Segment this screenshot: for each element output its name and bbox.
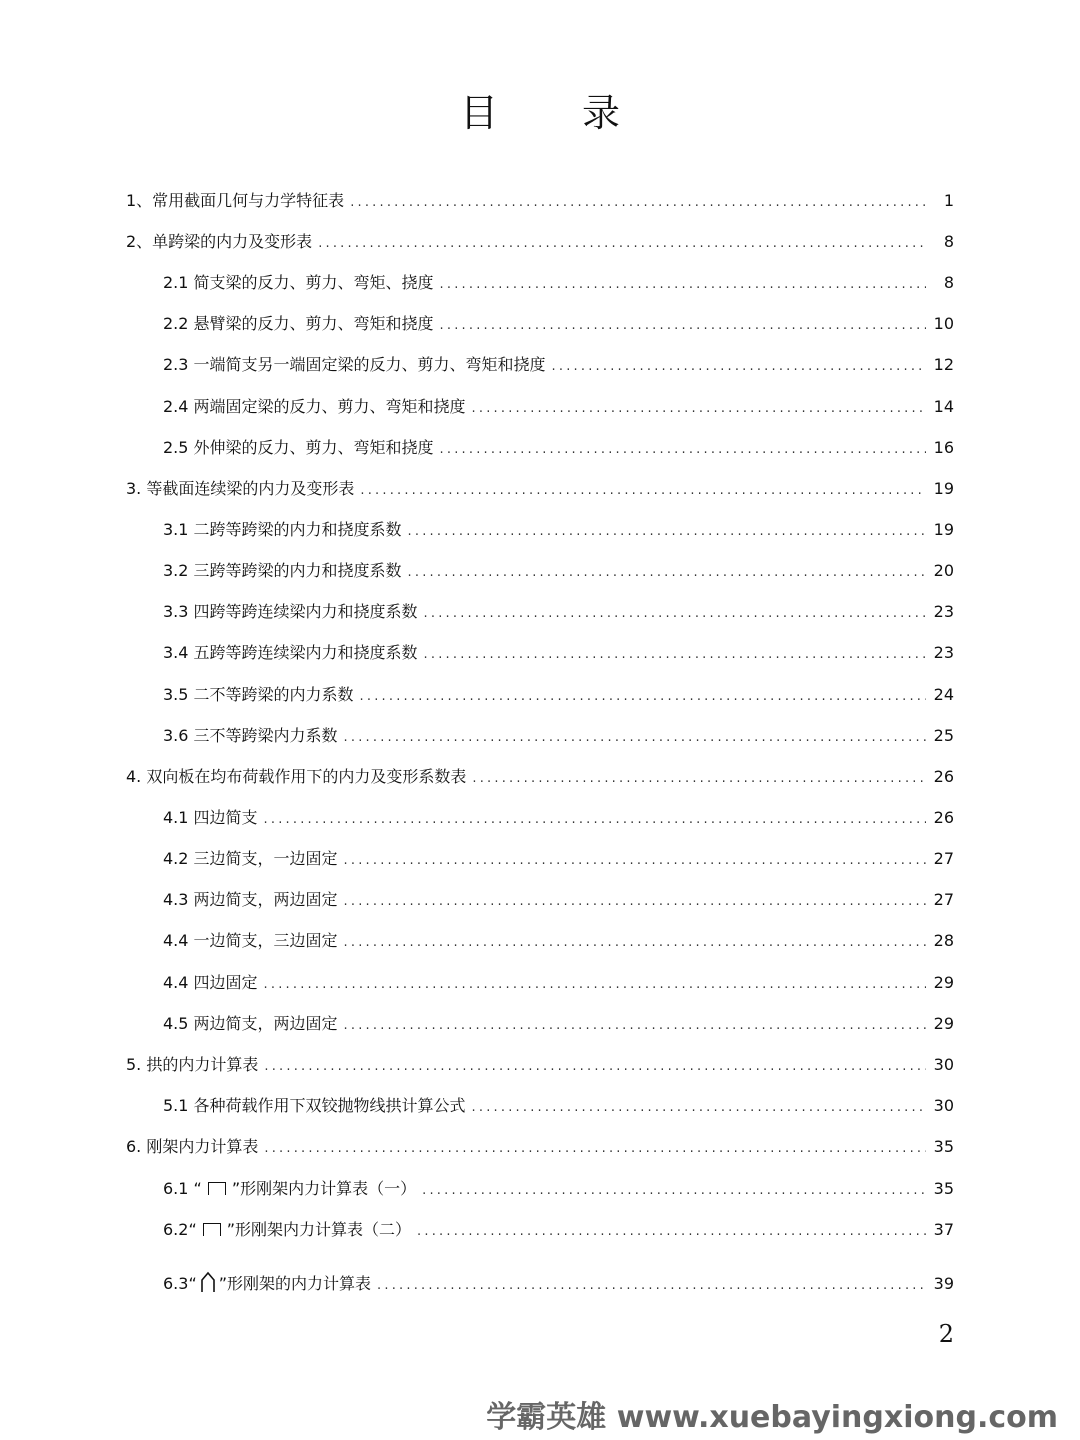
toc-entry-label: 3. 等截面连续梁的内力及变形表 xyxy=(126,479,355,498)
toc-leader-dots xyxy=(552,359,926,374)
toc-entry[interactable] xyxy=(163,1176,954,1200)
toc-entry-page: 27 xyxy=(933,890,954,909)
toc-entry-page: 1 xyxy=(943,191,954,210)
toc-entry[interactable] xyxy=(163,1093,954,1117)
toc-entry-page: 29 xyxy=(933,1014,954,1033)
toc-entry-label: 3.3 四跨等跨连续梁内力和挠度系数 xyxy=(163,602,418,621)
toc-leader-dots xyxy=(408,524,926,539)
toc-entry-page: 23 xyxy=(933,643,954,662)
toc-entry[interactable] xyxy=(163,394,954,418)
toc-leader-dots xyxy=(440,442,926,457)
toc-entry-page: 28 xyxy=(933,931,954,950)
toc-entry-label-prefix: 6.2“ xyxy=(163,1220,197,1239)
toc-entry-label: 4.5 两边简支，两边固定 xyxy=(163,1014,338,1033)
toc-entry-label: 4. 双向板在均布荷载作用下的内力及变形系数表 xyxy=(126,767,467,786)
toc-leader-dots xyxy=(360,689,926,704)
toc-entry[interactable] xyxy=(163,1217,954,1241)
toc-entry-page: 30 xyxy=(933,1055,954,1074)
toc-leader-dots xyxy=(344,1018,926,1033)
page-number: 2 xyxy=(938,1320,954,1348)
toc-entry-label: 2.5 外伸梁的反力、剪力、弯矩和挠度 xyxy=(163,438,434,457)
toc-entry-label: 4.4 一边简支，三边固定 xyxy=(163,931,338,950)
toc-entry-label: 6. 刚架内力计算表 xyxy=(126,1137,259,1156)
toc-entry-page: 16 xyxy=(933,438,954,457)
toc-leader-dots xyxy=(472,771,926,786)
toc-leader-dots xyxy=(360,483,926,498)
watermark: 学霸英雄 www.xuebayingxiong.com xyxy=(486,1400,1058,1435)
toc-leader-dots xyxy=(472,401,926,416)
toc-entry-label: 2、单跨梁的内力及变形表 xyxy=(126,232,313,251)
toc-entry-label: 3.4 五跨等跨连续梁内力和挠度系数 xyxy=(163,643,418,662)
toc-entry-page: 26 xyxy=(933,767,954,786)
toc-leader-dots xyxy=(344,894,926,909)
toc-leader-dots xyxy=(377,1278,926,1293)
toc-entry-label: 4.1 四边简支 xyxy=(163,808,258,827)
toc-entry[interactable] xyxy=(163,270,954,294)
toc-leader-dots xyxy=(422,1183,926,1198)
toc-entry[interactable] xyxy=(163,970,954,994)
toc-entry-page: 29 xyxy=(933,973,954,992)
toc-entry-page: 26 xyxy=(933,808,954,827)
toc-entry[interactable] xyxy=(163,599,954,623)
toc-leader-dots xyxy=(417,1224,926,1239)
toc-entry-page: 39 xyxy=(933,1274,954,1293)
toc-entry-page: 37 xyxy=(933,1220,954,1239)
toc-entry-label: 3.1 二跨等跨梁的内力和挠度系数 xyxy=(163,520,402,539)
portal-frame-icon xyxy=(208,1182,226,1195)
toc-leader-dots xyxy=(350,195,926,210)
toc-entry[interactable] xyxy=(163,517,954,541)
toc-leader-dots xyxy=(472,1100,926,1115)
toc-entry-page: 24 xyxy=(933,685,954,704)
toc-entry-label-prefix: 6.1 “ xyxy=(163,1179,202,1198)
toc-entry[interactable] xyxy=(163,682,954,706)
toc-entry-label: 4.2 三边简支，一边固定 xyxy=(163,849,338,868)
toc-entry-label-prefix: 6.3“ xyxy=(163,1274,197,1293)
toc-leader-dots xyxy=(264,1141,926,1156)
toc-entry-label: 4.3 两边简支，两边固定 xyxy=(163,890,338,909)
toc-entry[interactable] xyxy=(163,805,954,829)
toc-entry[interactable] xyxy=(163,311,954,335)
toc-entry[interactable] xyxy=(126,1134,954,1158)
toc-entry[interactable] xyxy=(163,846,954,870)
toc-entry-page: 14 xyxy=(933,397,954,416)
toc-entry-page: 10 xyxy=(933,314,954,333)
toc-entry-label: 5. 拱的内力计算表 xyxy=(126,1055,259,1074)
toc-entry-label: 2.4 两端固定梁的反力、剪力、弯矩和挠度 xyxy=(163,397,466,416)
page-title: 目 录 xyxy=(459,91,657,135)
toc-entry-page: 27 xyxy=(933,849,954,868)
toc-leader-dots xyxy=(408,565,926,580)
toc-entry-page: 12 xyxy=(933,355,954,374)
toc-entry[interactable] xyxy=(126,764,954,788)
toc-entry-label xyxy=(163,1217,411,1240)
toc-entry-label: 2.3 一端简支另一端固定梁的反力、剪力、弯矩和挠度 xyxy=(163,355,546,374)
toc-entry-page: 8 xyxy=(943,232,954,251)
toc-leader-dots xyxy=(318,236,926,251)
toc-entry[interactable] xyxy=(163,1011,954,1035)
toc-entry-label xyxy=(163,1271,371,1294)
toc-entry-label: 3.2 三跨等跨梁的内力和挠度系数 xyxy=(163,561,402,580)
toc-leader-dots xyxy=(264,812,926,827)
gable-frame-icon xyxy=(199,1271,217,1293)
toc-entry-label: 5.1 各种荷载作用下双铰抛物线拱计算公式 xyxy=(163,1096,466,1115)
toc-leader-dots xyxy=(344,853,926,868)
toc-leader-dots xyxy=(344,935,926,950)
toc-entry[interactable] xyxy=(126,476,954,500)
toc-entry-page: 35 xyxy=(933,1137,954,1156)
toc-entry-label: 3.5 二不等跨梁的内力系数 xyxy=(163,685,354,704)
toc-entry[interactable] xyxy=(163,1271,954,1295)
toc-entry-page: 19 xyxy=(933,520,954,539)
toc-entry[interactable] xyxy=(163,928,954,952)
toc-entry-page: 25 xyxy=(933,726,954,745)
toc-entry-label-suffix: ”形刚架的内力计算表 xyxy=(218,1274,372,1293)
toc-leader-dots xyxy=(440,277,926,292)
toc-leader-dots xyxy=(440,318,926,333)
toc-leader-dots xyxy=(264,1059,926,1074)
toc-leader-dots xyxy=(424,606,926,621)
toc-leader-dots xyxy=(424,647,926,662)
toc-entry[interactable] xyxy=(163,558,954,582)
toc-entry-label xyxy=(163,1176,416,1199)
toc-entry[interactable] xyxy=(163,640,954,664)
toc-entry-page: 30 xyxy=(933,1096,954,1115)
toc-entry[interactable] xyxy=(163,352,954,376)
toc-entry-page: 8 xyxy=(943,273,954,292)
toc-entry-page: 23 xyxy=(933,602,954,621)
toc-entry[interactable] xyxy=(126,188,954,212)
portal-frame-icon xyxy=(203,1223,221,1236)
toc-entry[interactable] xyxy=(126,1052,954,1076)
toc-entry-label: 4.4 四边固定 xyxy=(163,973,258,992)
toc-entry-label: 3.6 三不等跨梁内力系数 xyxy=(163,726,338,745)
toc-entry-page: 20 xyxy=(933,561,954,580)
toc-entry[interactable] xyxy=(163,887,954,911)
toc-entry-page: 19 xyxy=(933,479,954,498)
toc-entry-page: 35 xyxy=(933,1179,954,1198)
toc-entry-label-suffix: ”形刚架内力计算表（二） xyxy=(226,1220,412,1239)
toc-entry-label: 1、常用截面几何与力学特征表 xyxy=(126,191,345,210)
toc-entry-label: 2.1 简支梁的反力、剪力、弯矩、挠度 xyxy=(163,273,434,292)
toc-leader-dots xyxy=(264,977,926,992)
toc-entry[interactable] xyxy=(126,229,954,253)
toc-leader-dots xyxy=(344,730,926,745)
toc-entry[interactable] xyxy=(163,723,954,747)
toc-entry-label-suffix: ”形刚架内力计算表（一） xyxy=(231,1179,417,1198)
toc-entry[interactable] xyxy=(163,435,954,459)
toc-entry-label: 2.2 悬臂梁的反力、剪力、弯矩和挠度 xyxy=(163,314,434,333)
